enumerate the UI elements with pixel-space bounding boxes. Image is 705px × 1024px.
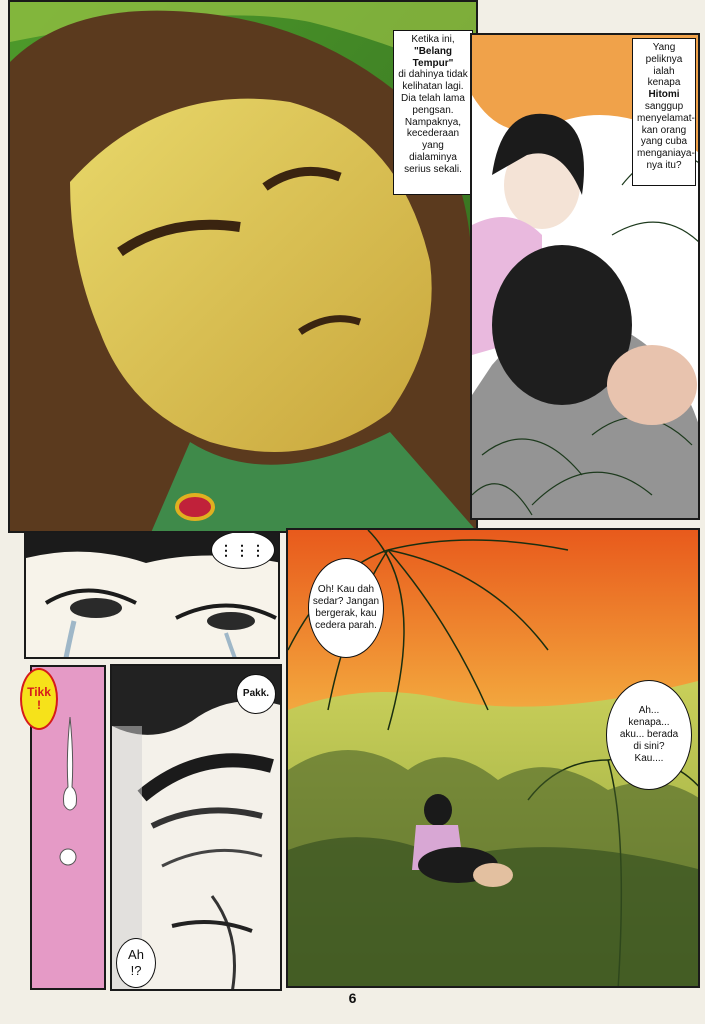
caption-rest: di dahinya tidak kelihatan lagi. Dia telah lama pengsan. Nampaknya, kecederaan yang dialaminya serius sekali. (398, 69, 468, 175)
sfx-tikk (20, 668, 58, 730)
panel-hitomi-jungle (470, 33, 700, 520)
panel-tearful-eyes (24, 531, 280, 659)
panel-man-waking (110, 664, 282, 991)
caption-rest: sanggup menyelamat-kan orang yang cuba menganiaya-nya itu? (637, 100, 695, 171)
speech-bubble-ellipsis (211, 531, 275, 569)
caption-name: "Belang Tempur" (412, 45, 454, 69)
bubble-text: Ah... kenapa... aku... berada di sini? Kau.... (619, 705, 679, 764)
bubble-text: ⋮⋮⋮ (219, 541, 267, 558)
page-number: 6 (348, 990, 357, 1006)
panel-portrait (8, 0, 478, 533)
caption-name: Hitomi (648, 89, 680, 101)
speech-bubble-pakk (236, 674, 276, 714)
bubble-text: Oh! Kau dah sedar? Jangan bergerak, kau cedera parah. (312, 584, 380, 631)
speech-bubble-man (606, 680, 692, 790)
speech-bubble-ah (116, 938, 156, 988)
caption-line1: Yang peliknya ialah kenapa (645, 42, 683, 89)
speech-bubble-hitomi (308, 558, 384, 658)
bubble-text: Pakk. (242, 688, 270, 699)
bubble-text: Ah !? (128, 947, 144, 978)
sfx-text: Tikk ! (27, 684, 51, 712)
caption-hitomi (632, 38, 696, 186)
caption-line1: Ketika ini, (411, 34, 455, 45)
caption-belang-tempur (393, 30, 473, 195)
panel-sunset-jungle (286, 528, 700, 988)
